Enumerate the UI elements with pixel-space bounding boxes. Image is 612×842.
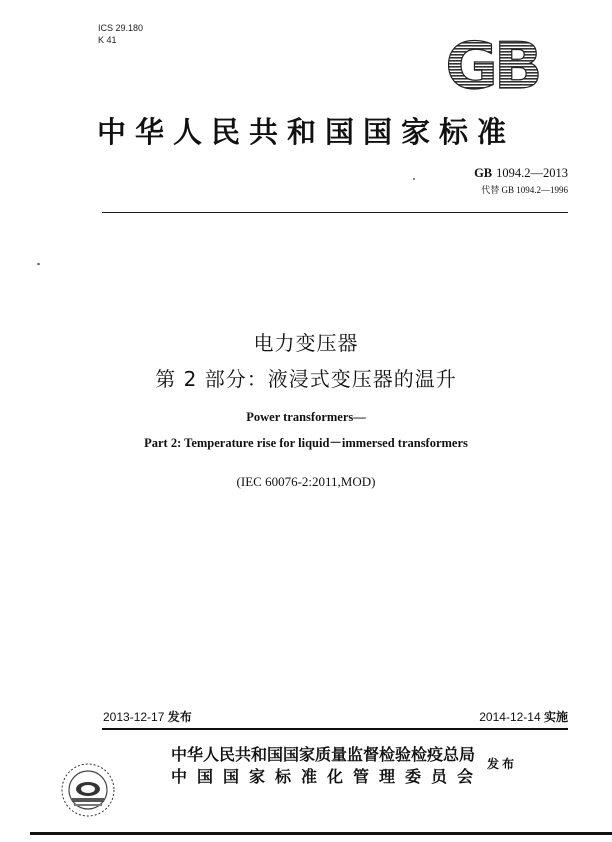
issuer-sac: 中国国家标准化管理委员会	[171, 767, 484, 786]
standard-prefix: GB	[474, 166, 493, 180]
gb-logo	[430, 36, 554, 94]
issue-date-value: 2013-12-17	[103, 710, 165, 724]
iec-equivalence: (IEC 60076-2:2011,MOD)	[236, 474, 376, 489]
publish-label: 发布	[487, 757, 518, 771]
ics-code: ICS 29.180	[98, 23, 144, 33]
standard-number	[474, 166, 568, 181]
scan-speck	[413, 178, 415, 180]
aqsiq-seal-icon	[60, 762, 116, 818]
issue-date-label: 发布	[167, 710, 192, 724]
chinese-title-line1: 电力变压器	[253, 331, 359, 355]
standard-category-banner: 中华人民共和国国家标准	[96, 115, 515, 149]
gb-logo-text: GB	[445, 36, 539, 94]
scan-speck	[37, 263, 40, 265]
header-divider	[102, 212, 568, 213]
standard-code: 1094.2—2013	[496, 166, 568, 180]
implementation-date-label: 实施	[543, 710, 568, 724]
ccs-code: K 41	[98, 35, 117, 45]
issuer-aqsiq: 中华人民共和国国家质量监督检验检疫总局	[171, 745, 476, 764]
english-title-line2: Part 2: Temperature rise for liquid－immersed transformers	[144, 436, 468, 450]
english-title-line1: Power transformers—	[246, 410, 366, 424]
standard-number-block	[474, 166, 568, 196]
bottom-border	[30, 832, 612, 835]
implementation-date	[479, 708, 568, 725]
footer-divider	[102, 728, 568, 730]
classification-codes	[98, 22, 143, 46]
replaces-standard: 代替 GB 1094.2—1996	[481, 185, 568, 195]
implementation-date-value: 2014-12-14	[479, 710, 541, 724]
issue-date	[103, 708, 192, 725]
chinese-title-line2: 第 2 部分：液浸式变压器的温升	[155, 367, 457, 391]
